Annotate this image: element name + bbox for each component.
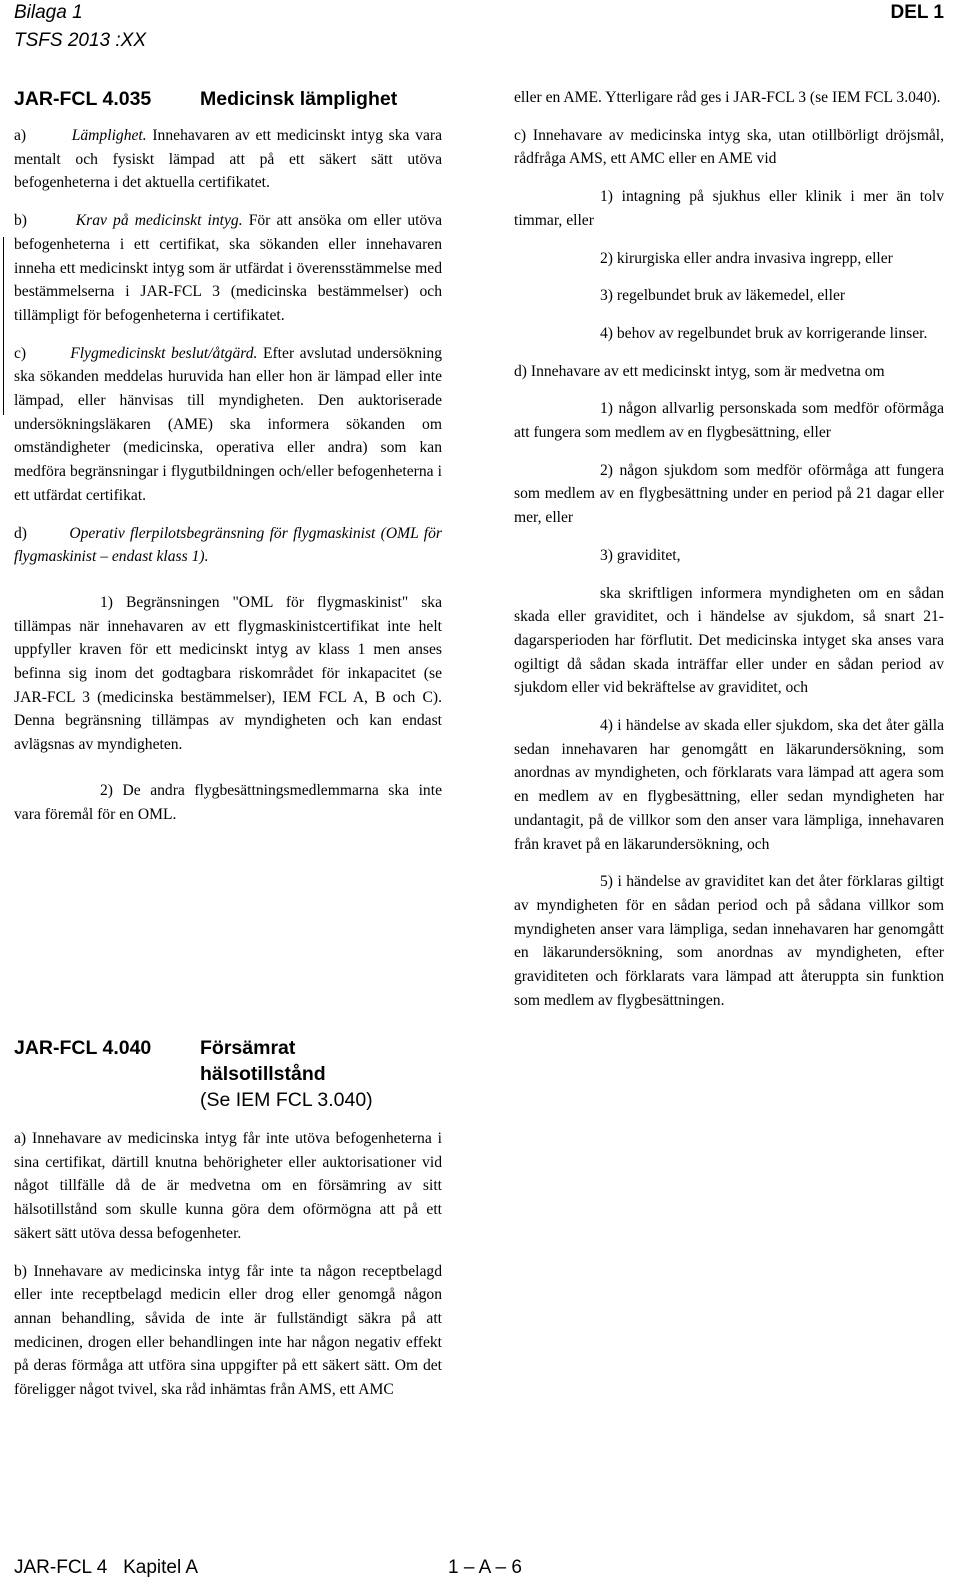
para-cont: eller en AME. Ytterligare råd ges i JAR-FCL 3 (se IEM FCL 3.040). bbox=[514, 89, 941, 106]
footer-chapter: JAR-FCL 4 Kapitel A bbox=[14, 1557, 199, 1578]
para-r-c: c) Innehavare av medicinska intyg ska, utan otillbörligt dröjsmål, rådfråga AMS, ett AMC eller en AME vid bbox=[514, 126, 944, 168]
header-del: DEL 1 bbox=[890, 2, 944, 23]
left-column bbox=[14, 124, 442, 826]
section2-title-3: (Se IEM FCL 3.040) bbox=[200, 1089, 373, 1111]
para-r-d: d) Innehavare av ett medicinskt intyg, som är medvetna om bbox=[514, 362, 885, 380]
para-r-c3: 3) regelbundet bruk av läkemedel, eller bbox=[600, 287, 846, 305]
footer-page: 1 – A – 6 bbox=[448, 1557, 522, 1578]
header-tsfs: TSFS 2013 :XX bbox=[14, 30, 147, 51]
para-d: d) Operativ flerpilotsbegränsning för flygmaskinist (OML för flygmaskinist – endast klass 1). bbox=[14, 524, 442, 566]
para-s2-b: b) Innehavare av medicinska intyg får inte ta någon receptbelagd eller inte receptbelagd medicin eller drog eller genomgå någon annan behandling, såvida de inte är fullständigt säkra på att medicinen, drogen eller behandlingen inte har någon negativ effekt på deras förmåga att utföra sina uppgifter på ett säkert sätt. Om det föreligger något tvivel, ska råd inhämtas från AMS, ett AMC bbox=[14, 1262, 442, 1399]
para-r-c4: 4) behov av regelbundet bruk av korrigerande linser. bbox=[600, 324, 928, 342]
section2-title-1: Försämrat bbox=[200, 1037, 296, 1059]
para-b: b) Krav på medicinskt intyg. För att ansöka om eller utöva befogenheterna i ett certifikat, ska sökanden eller innehavaren inneha ett medicinskt intyg som är utfärdat i överensstämmelse med bestämmelserna i JAR-FCL 3 (medicinska bestämmelser) och tillämpligt för befogenheterna i certifikatet. bbox=[14, 212, 442, 324]
para-r-d5: 5) i händelse av graviditet kan det åter förklaras giltigt av myndigheten för en sådan period och på sådana villkor som myndigheten anser vara lämpliga, sedan innehavaren har genomgått en läkarundersökning, som anordnas av myndigheten, efter graviditeten och förklarats vara lämpad att återuppta sin funktion som medlem av flygbesättningen. bbox=[514, 873, 944, 1009]
header-bilaga: Bilaga 1 bbox=[14, 2, 83, 23]
left-column-2 bbox=[14, 1127, 442, 1402]
para-r-d4: 4) i händelse av skada eller sjukdom, ska det åter gälla sedan innehavaren har genomgått en läkarundersökning, som anordnas av myndigheten, och förklarats vara lämpad att agera som en medlem av en flygbesättning, eller sedan myndigheten har undantagit, på de villkor som den anser vara lämpliga, innehavaren från kravet på en läkarundersökning, och bbox=[514, 717, 944, 853]
para-d1: 1) Begränsningen "OML för flygmaskinist" ska tillämpas när innehavaren av ett flygmaskinistcertifikat inte helt uppfyller kraven för ett medicinskt intyg av klass 1 men anses befinna sig inom det godtagbara riskområdet för inkapacitet (se JAR-FCL 3 (medicinska bestämmelser), IEM FCL A, B och C). Denna begränsning tillämpas av myndigheten och kan endast avlägsnas av myndigheten. bbox=[14, 593, 442, 754]
para-s2-a: a) Innehavare av medicinska intyg får inte utöva befogenheterna i sina certifikat, därtill knutna behörigheter eller auktorisationer vid något tillfälle då de är medvetna om en försämring av sitt hälsotillstånd som skulle kunna göra dem oförmögna att på ett säkert sätt utöva dessa befogenheter. bbox=[14, 1130, 442, 1242]
para-a: a) Lämplighet. Innehavaren av ett medicinskt intyg ska vara mentalt och fysiskt lämpad att på ett säkert sätt utöva befogenheterna i det aktuella certifikatet. bbox=[14, 127, 442, 192]
para-r-c2: 2) kirurgiska eller andra invasiva ingrepp, eller bbox=[600, 249, 893, 267]
section2-number: JAR-FCL 4.040 bbox=[14, 1037, 152, 1059]
section-title: Medicinsk lämplighet bbox=[200, 88, 398, 110]
para-r-d3: 3) graviditet, bbox=[600, 546, 681, 564]
section2-title-2: hälsotillstånd bbox=[200, 1063, 326, 1085]
para-r-d2: 2) någon sjukdom som medför oförmåga att fungera som medlem av en flygbesättning under en period på 21 dagar eller mer, eller bbox=[514, 461, 944, 527]
para-r-d1: 1) någon allvarlig personskada som medför oförmåga att fungera som medlem av en flygbesättning, eller bbox=[514, 400, 944, 442]
para-r-d3-text: ska skriftligen informera myndigheten om en sådan skada eller graviditet, och i händelse av sjukdom, så snart 21-dagarsperioden har förflutit. Det medicinska intyget ska anses vara ogiltigt då sådan skada inträffar eller under en sådan period av sjukdom eller vid bekräftelse av graviditet, och bbox=[514, 584, 944, 697]
para-r-c1: 1) intagning på sjukhus eller klinik i mer än tolv timmar, eller bbox=[514, 188, 944, 229]
change-bar bbox=[3, 237, 4, 415]
section-number: JAR-FCL 4.035 bbox=[14, 88, 152, 110]
para-d2: 2) De andra flygbesättningsmedlemmarna ska inte vara föremål för en OML. bbox=[14, 781, 442, 823]
para-c: c) Flygmedicinskt beslut/åtgärd. Efter avslutad undersökning ska sökanden meddelas huruvida han eller hon är lämpad eller inte lämpad, eller hänvisas till myndigheten. Den auktoriserade undersökningsläkaren (AME) ska informera sökanden om omständigheter (medicinska, operativa eller andra) som kan medföra begränsningar i flygutbildningen och/eller befogenheterna i ett utfärdat certifikat. bbox=[14, 344, 443, 504]
right-column bbox=[514, 86, 944, 1013]
